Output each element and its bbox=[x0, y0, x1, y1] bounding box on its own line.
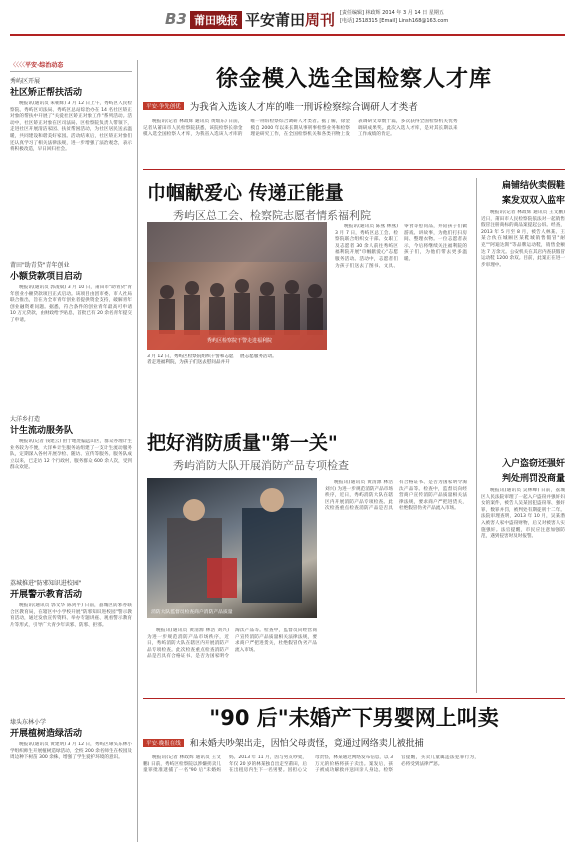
photo-caption: 3 月 12 日，秀屿区检察院组织干警和志愿者走进福利院，为孩子们送去慰问品并开展志愿服务活动。 bbox=[147, 354, 277, 366]
news-item bbox=[10, 717, 132, 837]
feature-mid-title: 巾帼献爱心 传递正能量 bbox=[147, 182, 344, 204]
news-body: 晚报讯(通讯员 朱朝辉) 3 月 12 日上午，秀屿区人民检察院、秀屿区司法局、秀屿区总站综治办在 14 名社区矫正对象的帮扶中开展了"关爱社区矫正对象工作"系列活动。活动中，社区矫正对象在区司法局、区检察院负责人带领下，走进社区开展清洁家园、扶贫帮困活动，为社区居民送去温暖，共同建设和谐美好家园。活动结束后，社区矫正对象们还认真学习了相关法律法规，进一步增强了法治观念，表示将积极改造，早日回归社会。 bbox=[10, 101, 132, 153]
people-silhouettes bbox=[147, 222, 327, 350]
feature-low-title: 把好消防质量"第一关" bbox=[147, 432, 338, 454]
page-number: B3 bbox=[165, 10, 187, 28]
contact-line: [电话] 2518315 [Email] Linsh168@163.com bbox=[340, 18, 449, 24]
news-body: 晚报讯(记者 钱建云) 由于地处偏远山区，群众办理计生业务较为不便，大洋乡计生服务站组建了一支计生流动服务队，定期深入各村开展孕检、随访、宣传等服务。服务队成立以来，已走访 12 个行政村，服务群众 600 余人次，受到群众欢迎。 bbox=[10, 439, 132, 471]
feature-bottom-tag: 平安·晚报在线 bbox=[143, 739, 184, 747]
column-divider bbox=[137, 60, 138, 842]
column-tag-rule bbox=[10, 71, 132, 72]
section-title: 平安莆田周刊 bbox=[245, 11, 336, 29]
news-kicker: 荔城推进"防邪知识进校园" bbox=[10, 580, 82, 587]
news-body: 晚报讯(通讯员 郭凌斌) 3 月 10 日，莆田市"助青贷"青年创业小额贷款项目正式启动。该项目由团市委、市人社局联合推出，旨在为全市青年创业者提供资金支持，破解青年创业融资难问题。据悉，符合条件的创业青年最高可申请 10 万元贷款，由财政给予贴息，首批已有 20 余名青年提交了申请。 bbox=[10, 285, 132, 323]
inspection-scene bbox=[147, 478, 317, 618]
column-divider bbox=[476, 178, 477, 693]
feature-top-title: 徐金模入选全国检察人才库 bbox=[215, 67, 492, 92]
feature-bottom-subtitle: 和未婚夫吵架出走，因怕父母责怪，竟通过网络卖儿被批捕 bbox=[189, 739, 424, 749]
masthead bbox=[0, 0, 570, 42]
right-body-1: 晚报讯(记者 林政辉 通讯员 王文鹏) 近日，莆田市人民检察院依法对一起销售假冒注册商标的商品案提起公诉。经查，2013 年 5 月至 8 月，被告人林某、王某合伙在城厢区某鞋城销售假冒"耐克""阿迪达斯"等品牌运动鞋，销售金额达 7 万余元。公安机关在其店内查获假冒运动鞋 1200 余双。目前，此案正在进一步审理中。 bbox=[481, 210, 565, 268]
inspection-photo-caption: 消防大队监督员检查商户消防产品质量 bbox=[151, 610, 233, 615]
left-column bbox=[10, 60, 132, 840]
news-item bbox=[10, 260, 132, 410]
news-body: 晚报讯(通讯员 郭文华 陈剑平) 日前，荔城区防邪办联合区教育局，在辖区中小学校开展"防邪知识进校园"警示教育活动，通过发放宣传资料、举办专题讲座、观看警示教育片等形式，引导广大青少年识邪、防邪、拒邪。 bbox=[10, 603, 132, 628]
feature-top-rule bbox=[143, 169, 565, 170]
news-title: 小额贷款项目启动 bbox=[10, 272, 83, 282]
right-head-4: 判处刑罚没商量 bbox=[501, 474, 565, 484]
feature-low-body-cont: 晚报讯(通讯员 黄清源 林浩 刘兴) 为进一步规范消防产品市场秩序，近日，秀屿消防大队在辖区内开展消防产品专项检查。此次检查重点检查消防产品是否具有合格证书、是否为国家明令淘汰产品等。检查中，监督员向经营商户宣传消防产品质量相关法律法规，要求商户严把进货关，杜绝假冒伪劣产品流入市场。 bbox=[147, 628, 317, 660]
feature-low-body: 晚报讯(通讯员 黄清源 林浩 刘兴) 为进一步规范消防产品市场秩序，近日，秀屿消防大队在辖区内开展消防产品专项检查。此次检查重点检查消防产品是否具有合格证书、是否为国家明令淘汰产品等。检查中，监督员向经营商户宣传消防产品质量相关法律法规，要求商户严把进货关，杜绝假冒伪劣产品流入市场。 bbox=[325, 480, 467, 512]
feature-mid-body: 晚报讯(通讯员 陈燕 林燕) 3 月 7 日，秀屿区总工会、检察院联合组织女干部、女职工及志愿者 30 余人前往秀屿区福利院开展"巾帼献爱心"志愿服务活动。活动中，志愿者们为孩子们送去了图书、文具、零食等慰问品，并陪孩子们做游戏、讲故事，为他们打扫房间、整理衣物。一位志愿者表示，今后将继续关注福利院的孩子们，为他们带去更多温暖。 bbox=[335, 224, 467, 269]
feature-top bbox=[143, 62, 565, 170]
feature-mid bbox=[143, 178, 471, 426]
news-kicker: 莆田"助青贷"青年创业 bbox=[10, 262, 70, 269]
news-title: 开展警示教育活动 bbox=[10, 590, 83, 600]
news-item bbox=[10, 578, 132, 713]
news-item bbox=[10, 414, 132, 574]
news-kicker: 大洋乡打造 bbox=[10, 416, 41, 423]
right-head-2: 案发双双入监牢 bbox=[501, 196, 565, 206]
volunteer-photo bbox=[147, 222, 327, 350]
masthead-divider bbox=[10, 34, 565, 36]
feature-bottom-title: "90 后"未婚产下男婴网上叫卖 bbox=[209, 706, 499, 730]
feature-bottom-rule bbox=[143, 698, 565, 699]
feature-bottom-body: 晚报讯(记者 林政辉 通讯员 王文鹏) 日前，秀屿区检察院以涉嫌拐卖儿童罪批准逮捕了一名"90 后"未婚妈妈。2013 年 11 月，因与男友吵架，年仅 20 岁的林某独自出走至莆田，后在出租房内生下一名男婴。因担心父母责怪，林某通过网络发布信息，以 3 万元的价格将孩子卖出。案发后，孩子被成功解救并送回亲人身边。检察官提醒，买卖儿童属违法犯罪行为，必将受到法律严惩。 bbox=[143, 755, 479, 774]
right-body-2: 晚报讯(通讯员 吴林峰) 日前，荔城区人民法院审理了一起入户盗窃并强奸妇女的案件，被告人吴某因犯盗窃罪、强奸罪，数罪并罚，被判处有期徒刑十二年。法院审理查明，2013 年 10 月，吴某潜入被害人家中盗窃财物，后又对被害人实施强奸。法官提醒，市民应注意加强防范，遇到侵害时及时报警。 bbox=[481, 488, 565, 540]
news-item bbox=[10, 76, 132, 256]
right-head-1: 扁铺结伙卖假鞋 bbox=[501, 181, 565, 191]
news-kicker: 秀屿区开展 bbox=[10, 78, 41, 85]
news-title: 计生流动服务队 bbox=[10, 426, 74, 436]
feature-low bbox=[143, 428, 471, 698]
news-body: 晚报讯(通讯员 黄建明) 3 月 12 日，秀屿区埭头东林小学组织师生开展植树造绿活动，全校 200 余名师生在校园及周边种下树苗 300 余株，增强了学生爱护环境的意识。 bbox=[10, 742, 132, 761]
right-head-3: 入户盗窃还强奸 bbox=[501, 459, 565, 469]
news-title: 开展植树造绿活动 bbox=[10, 729, 83, 739]
feature-bottom bbox=[143, 702, 565, 842]
feature-top-subtitle: 为我省入选该人才库的唯一刑诉检察综合调研人才类者 bbox=[189, 102, 418, 113]
news-kicker: 埭头东林小学 bbox=[10, 719, 47, 726]
feature-top-tag: 平安·争先创优 bbox=[143, 102, 184, 110]
inspection-photo bbox=[147, 478, 317, 618]
feature-mid-subtitle: 秀屿区总工会、检察院志愿者情系福利院 bbox=[173, 209, 371, 222]
editor-line: [责任编辑] 林政辉 2014 年 3 月 14 日 星期五 bbox=[340, 10, 444, 16]
photo-banner: 秀屿区检察院干警走进福利院 bbox=[207, 338, 273, 344]
feature-top-body: 晚报讯(记者 林政辉 通讯员 黄灿东) 日前，记者从莆田市人民检察院获悉，该院检察长徐金模入选全国检察人才库，为我省入选该人才库的唯一刑诉检察综合调研人才类者。据了解，徐金模自 2000 年以来长期从事刑事检察业务和检察理论研究工作，在全国检察机关和各类刊物上发表调研文章数十篇，多次获得全国检察机关优秀调研成果奖。此次入选人才库，是对其长期以来工作成绩的肯定。 bbox=[143, 119, 458, 138]
news-title: 社区矫正帮扶活动 bbox=[10, 88, 83, 98]
column-tag: 〈〈〈〈平安·综治动态 bbox=[10, 62, 64, 69]
paper-logo: 莆田晚报 bbox=[190, 11, 242, 29]
feature-low-subtitle: 秀屿消防大队开展消防产品专项检查 bbox=[173, 459, 349, 472]
right-column bbox=[481, 178, 565, 693]
